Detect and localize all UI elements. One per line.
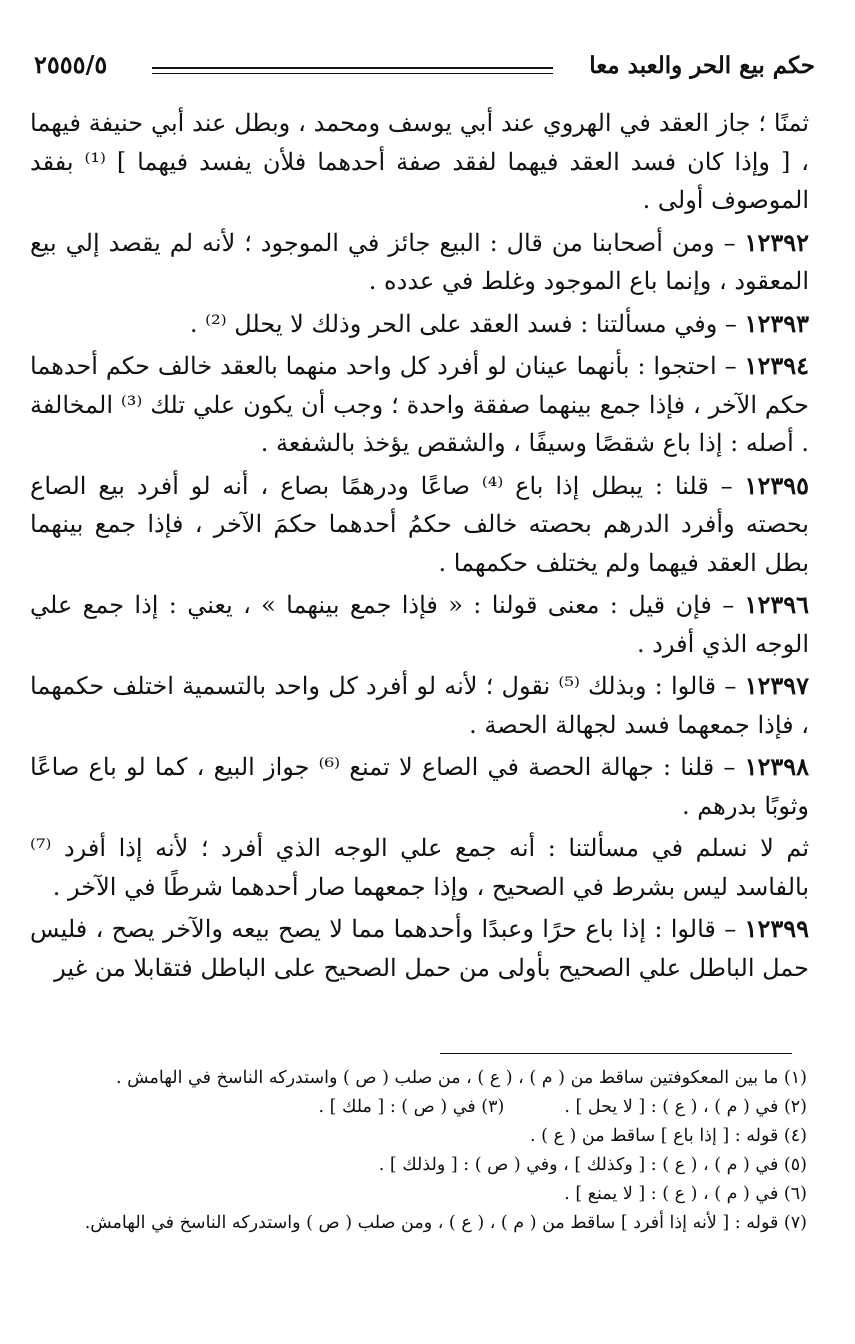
paragraph xyxy=(30,104,809,220)
footnote-divider xyxy=(440,1053,792,1054)
footnotes xyxy=(30,1064,807,1238)
footnote: (٢) في ( م ) ، ( ع ) : [ لا يحل ] . xyxy=(564,1097,807,1117)
footnote: (٣) في ( ص ) : [ ملك ] . xyxy=(318,1097,505,1117)
paragraph-text: – احتجوا : بأنهما عينان لو أفرد كل واحد منهما بالعقد خالف حكم أحدهما حكم الآخر ، فإذا جمع بينهما صفقة واحدة ؛ وجب أن يكون علي تلك ⁽³⁾ المخالفة . أصله : إذا باع شقصًا وسيفًا ، والشقص يؤخذ بالشفعة . xyxy=(30,352,809,457)
paragraph-number: ١٢٣٩٦ xyxy=(744,590,809,619)
paragraph xyxy=(30,910,809,987)
paragraph xyxy=(30,224,809,301)
paragraph-text: – وفي مسألتنا : فسد العقد على الحر وذلك لا يحلل ⁽²⁾ . xyxy=(189,309,745,338)
footnote: (٧) قوله : [ لأنه إذا أفرد ] ساقط من ( م ) ، ( ع ) ، ومن صلب ( ص ) واستدركه الناسخ في الهامش. xyxy=(84,1213,807,1233)
footnote: (٥) في ( م ) ، ( ع ) : [ وكذلك ] ، وفي ( ص ) : [ ولذلك ] . xyxy=(378,1155,807,1175)
paragraph xyxy=(30,748,809,825)
paragraph xyxy=(30,667,809,744)
paragraph-number: ١٢٣٩٧ xyxy=(744,671,810,700)
paragraph-text: ثمنًا ؛ جاز العقد في الهروي عند أبي يوسف ومحمد ، وبطل عند أبي حنيفة فيهما ، [ وإذا كان فسد العقد فيهما لفقد صفة أحدهما فلأن يفسد فيهما ] ⁽¹⁾ بفقد الموصوف أولى . xyxy=(30,109,810,214)
paragraph-text: – ومن أصحابنا من قال : البيع جائز في الموجود ؛ لأنه لم يقصد إلي بيع المعقود ، وإنما باع الموجود وغلط في عدده . xyxy=(30,228,809,295)
paragraph-text: – فإن قيل : معنى قولنا : « فإذا جمع بينهما » ، يعني : إذا جمع علي الوجه الذي أفرد . xyxy=(30,591,809,658)
paragraph xyxy=(30,586,809,663)
footnote: (٦) في ( م ) ، ( ع ) : [ لا يمنع ] . xyxy=(564,1184,807,1204)
paragraph xyxy=(30,829,809,906)
paragraph xyxy=(30,305,809,344)
paragraph-text: – قالوا : وبذلك ⁽⁵⁾ نقول ؛ لأنه لو أفرد كل واحد بالتسمية اختلف حكمهما ، فإذا جمعهما فسد لجهالة الحصة . xyxy=(30,672,809,739)
paragraph-number: ١٢٣٩٥ xyxy=(744,470,809,500)
paragraph-number: ١٢٣٩٣ xyxy=(744,308,809,338)
paragraph-number: ١٢٣٩٢ xyxy=(744,227,809,257)
paragraph xyxy=(30,347,809,463)
paragraph-text: – قلنا : يبطل إذا باع ⁽⁴⁾ صاعًا ودرهمًا بصاع ، أنه لو أفرد بيع الصاع بحصته وأفرد الدرهم بحصته خالف حكمُ أحدهما حكمَ الآخر ، فإذا جمع بينهما بطل العقد فيهما ولم يختلف حكمهما . xyxy=(30,471,809,577)
page-number: ٢٥٥٥/٥ xyxy=(34,50,108,79)
paragraph-text: – قلنا : جهالة الحصة في الصاع لا تمنع ⁽⁶⁾ جواز البيع ، كما لو باع صاعًا وثوبًا بدرهم . xyxy=(30,753,809,820)
paragraph-text: ثم لا نسلم في مسألتنا : أنه جمع علي الوجه الذي أفرد ؛ لأنه إذا أفرد ⁽⁷⁾ بالفاسد ليس بشرط في الصحيح ، وإذا جمعهما صار أحدهما شرطًا في الآخر . xyxy=(30,834,809,901)
running-header xyxy=(34,50,815,90)
paragraph xyxy=(30,467,809,583)
paragraph-number: ١٢٣٩٨ xyxy=(744,752,810,781)
paragraph-text: – قالوا : إذا باع حرًا وعبدًا وأحدهما مما لا يصح بيعه والآخر يصح ، فليس حمل الباطل علي الصحيح بأولى من حمل الصحيح على الباطل فتقابلا من غير xyxy=(30,915,809,982)
paragraph-number: ١٢٣٩٤ xyxy=(744,351,809,380)
footnote: (١) ما بين المعكوفتين ساقط من ( م ) ، ( ع ) ، من صلب ( ص ) واستدركه الناسخ في الهامش . xyxy=(116,1068,807,1088)
header-title: حكم بيع الحر والعبد معا xyxy=(589,52,815,79)
main-text xyxy=(30,104,809,987)
paragraph-number: ١٢٣٩٩ xyxy=(744,914,809,943)
header-rule xyxy=(152,67,553,74)
footnote-line xyxy=(30,1093,807,1122)
footnote: (٤) قوله : [ إذا باع ] ساقط من ( ع ) . xyxy=(530,1126,807,1146)
